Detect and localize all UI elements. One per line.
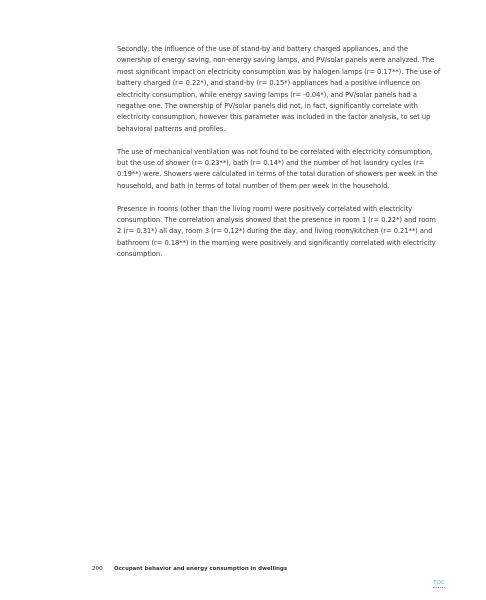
- running-title: Occupant behavior and energy consumption in dwellings: [114, 566, 288, 572]
- paragraph-ventilation: The use of mechanical ventilation was not found to be correlated with electricity consumption, but the use of shower (r= 0.23**), bath (r= 0.14*) and the number of hot laundry cycles (r= 0.19**) were. Showers were calculated in terms of the total duration of showers per week in the household, and bath in terms of total number of them per week in the household.: [117, 147, 438, 190]
- page-number: 200: [92, 566, 103, 572]
- toc-link[interactable]: TOC: [433, 580, 445, 586]
- body-text: [117, 44, 442, 272]
- paragraph-presence: Presence in rooms (other than the living room) were positively correlated with electricity consumption. The correlation analysis showed that the presence in room 1 (r= 0.22*) and room 2 (r= 0.31*) all day, room 3 (r= 0.12*) during the day, and living room/kitchen (r= 0.21**) and bathroom (r= 0.18**) in the morning were positively and significantly correlated with electricity consumption.: [117, 204, 436, 259]
- page-footer: [92, 565, 287, 573]
- paragraph-appliances: Secondly, the influence of the use of stand-by and battery charged appliances, and the ownership of energy saving, non-energy saving lamps, and PV/solar panels were analyzed. The most significant impact on electricity consumption was by halogen lamps (r= 0.17**). The use of battery charged (r= 0.22*), and stand-by (r= 0.15*) appliances had a positive influence on electricity consumption, while energy saving lamps (r= -0.04*), and PV/solar panels had a negative one. The ownership of PV/solar panels did not, in fact, significantly correlate with electricity consumption, however this parameter was included in the factor analysis, to set up behavioral patterns and profiles.: [117, 45, 441, 133]
